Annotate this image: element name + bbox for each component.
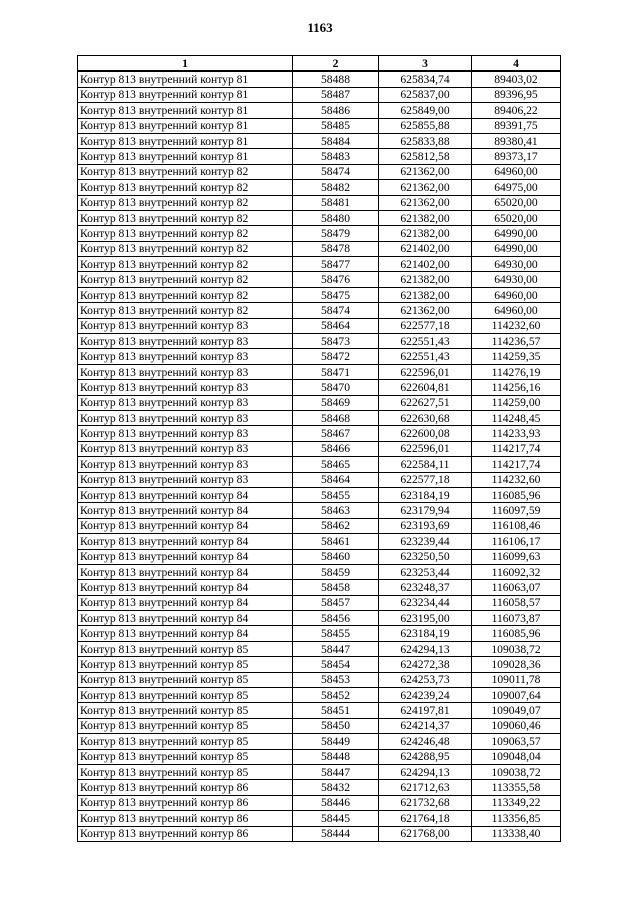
contour-name-cell: Контур 813 внутренний контур 82: [78, 164, 293, 179]
table-row: [78, 118, 561, 133]
table-row: [78, 210, 561, 225]
table-row: [78, 811, 561, 826]
y-coordinate-cell: 116099,63: [472, 549, 561, 564]
table-row: [78, 410, 561, 425]
y-coordinate-cell: 109048,04: [472, 749, 561, 764]
table-row: [78, 795, 561, 810]
contour-name-cell: Контур 813 внутренний контур 81: [78, 71, 293, 87]
contour-name-cell: Контур 813 внутренний контур 83: [78, 380, 293, 395]
contour-name-cell: Контур 813 внутренний контур 82: [78, 257, 293, 272]
table-row: [78, 71, 561, 87]
table-row: [78, 364, 561, 379]
table-row: [78, 641, 561, 656]
table-row: [78, 87, 561, 102]
y-coordinate-cell: 114248,45: [472, 410, 561, 425]
table-row: [78, 441, 561, 456]
point-number-cell: 58480: [293, 210, 379, 225]
table-row: [78, 380, 561, 395]
y-coordinate-cell: 64930,00: [472, 272, 561, 287]
y-coordinate-cell: 116085,96: [472, 626, 561, 641]
y-coordinate-cell: 109049,07: [472, 703, 561, 718]
x-coordinate-cell: 623184,19: [379, 487, 472, 502]
contour-name-cell: Контур 813 внутренний контур 82: [78, 287, 293, 302]
y-coordinate-cell: 113356,85: [472, 811, 561, 826]
y-coordinate-cell: 114256,16: [472, 380, 561, 395]
point-number-cell: 58468: [293, 410, 379, 425]
x-coordinate-cell: 622584,11: [379, 457, 472, 472]
contour-name-cell: Контур 813 внутренний контур 86: [78, 780, 293, 795]
table-row: [78, 657, 561, 672]
x-coordinate-cell: 621382,00: [379, 287, 472, 302]
point-number-cell: 58432: [293, 780, 379, 795]
contour-name-cell: Контур 813 внутренний контур 85: [78, 688, 293, 703]
table-row: [78, 133, 561, 148]
x-coordinate-cell: 621382,00: [379, 210, 472, 225]
x-coordinate-cell: 625855,88: [379, 118, 472, 133]
point-number-cell: 58482: [293, 180, 379, 195]
table-row: [78, 487, 561, 502]
contour-name-cell: Контур 813 внутренний контур 83: [78, 457, 293, 472]
y-coordinate-cell: 116106,17: [472, 534, 561, 549]
x-coordinate-cell: 622600,08: [379, 426, 472, 441]
x-coordinate-cell: 625833,88: [379, 133, 472, 148]
x-coordinate-cell: 622577,18: [379, 318, 472, 333]
contour-name-cell: Контур 813 внутренний контур 86: [78, 826, 293, 841]
y-coordinate-cell: 116097,59: [472, 503, 561, 518]
x-coordinate-cell: 624197,81: [379, 703, 472, 718]
table-row: [78, 103, 561, 118]
contour-name-cell: Контур 813 внутренний контур 84: [78, 611, 293, 626]
contour-name-cell: Контур 813 внутренний контур 82: [78, 195, 293, 210]
contour-name-cell: Контур 813 внутренний контур 82: [78, 210, 293, 225]
table-row: [78, 457, 561, 472]
y-coordinate-cell: 89403,02: [472, 71, 561, 87]
y-coordinate-cell: 114259,35: [472, 349, 561, 364]
point-number-cell: 58461: [293, 534, 379, 549]
y-coordinate-cell: 113338,40: [472, 826, 561, 841]
contour-name-cell: Контур 813 внутренний контур 85: [78, 641, 293, 656]
x-coordinate-cell: 621764,18: [379, 811, 472, 826]
contour-name-cell: Контур 813 внутренний контур 83: [78, 426, 293, 441]
table-row: [78, 272, 561, 287]
x-coordinate-cell: 624253,73: [379, 672, 472, 687]
point-number-cell: 58444: [293, 826, 379, 841]
point-number-cell: 58469: [293, 395, 379, 410]
point-number-cell: 58452: [293, 688, 379, 703]
y-coordinate-cell: 109011,78: [472, 672, 561, 687]
x-coordinate-cell: 623179,94: [379, 503, 472, 518]
point-number-cell: 58488: [293, 71, 379, 87]
table-row: [78, 764, 561, 779]
y-coordinate-cell: 64930,00: [472, 257, 561, 272]
x-coordinate-cell: 623253,44: [379, 564, 472, 579]
point-number-cell: 58487: [293, 87, 379, 102]
x-coordinate-cell: 625834,74: [379, 71, 472, 87]
point-number-cell: 58470: [293, 380, 379, 395]
y-coordinate-cell: 65020,00: [472, 210, 561, 225]
point-number-cell: 58481: [293, 195, 379, 210]
column-header-1: 1: [78, 56, 293, 72]
point-number-cell: 58473: [293, 334, 379, 349]
point-number-cell: 58467: [293, 426, 379, 441]
column-header-4: 4: [472, 56, 561, 72]
y-coordinate-cell: 109028,36: [472, 657, 561, 672]
y-coordinate-cell: 114276,19: [472, 364, 561, 379]
table-header-row: [78, 56, 561, 72]
x-coordinate-cell: 624294,13: [379, 641, 472, 656]
table-row: [78, 303, 561, 318]
contour-name-cell: Контур 813 внутренний контур 84: [78, 580, 293, 595]
point-number-cell: 58457: [293, 595, 379, 610]
x-coordinate-cell: 624272,38: [379, 657, 472, 672]
x-coordinate-cell: 623239,44: [379, 534, 472, 549]
contour-name-cell: Контур 813 внутренний контур 81: [78, 103, 293, 118]
point-number-cell: 58459: [293, 564, 379, 579]
point-number-cell: 58455: [293, 487, 379, 502]
table-row: [78, 518, 561, 533]
y-coordinate-cell: 114217,74: [472, 457, 561, 472]
point-number-cell: 58447: [293, 764, 379, 779]
contour-name-cell: Контур 813 внутренний контур 84: [78, 518, 293, 533]
contour-name-cell: Контур 813 внутренний контур 84: [78, 595, 293, 610]
y-coordinate-cell: 109038,72: [472, 764, 561, 779]
y-coordinate-cell: 116073,87: [472, 611, 561, 626]
contour-name-cell: Контур 813 внутренний контур 86: [78, 795, 293, 810]
coordinates-table: [77, 55, 561, 842]
point-number-cell: 58453: [293, 672, 379, 687]
point-number-cell: 58477: [293, 257, 379, 272]
x-coordinate-cell: 624288,95: [379, 749, 472, 764]
table-row: [78, 549, 561, 564]
x-coordinate-cell: 623234,44: [379, 595, 472, 610]
x-coordinate-cell: 622630,68: [379, 410, 472, 425]
y-coordinate-cell: 109007,64: [472, 688, 561, 703]
y-coordinate-cell: 64960,00: [472, 164, 561, 179]
y-coordinate-cell: 114233,93: [472, 426, 561, 441]
contour-name-cell: Контур 813 внутренний контур 84: [78, 549, 293, 564]
y-coordinate-cell: 65020,00: [472, 195, 561, 210]
contour-name-cell: Контур 813 внутренний контур 85: [78, 703, 293, 718]
table-row: [78, 595, 561, 610]
point-number-cell: 58464: [293, 472, 379, 487]
x-coordinate-cell: 622596,01: [379, 441, 472, 456]
x-coordinate-cell: 621382,00: [379, 272, 472, 287]
point-number-cell: 58476: [293, 272, 379, 287]
x-coordinate-cell: 624294,13: [379, 764, 472, 779]
table-row: [78, 195, 561, 210]
table-row: [78, 826, 561, 841]
point-number-cell: 58478: [293, 241, 379, 256]
contour-name-cell: Контур 813 внутренний контур 83: [78, 318, 293, 333]
point-number-cell: 58456: [293, 611, 379, 626]
x-coordinate-cell: 621362,00: [379, 195, 472, 210]
contour-name-cell: Контур 813 внутренний контур 82: [78, 241, 293, 256]
x-coordinate-cell: 621382,00: [379, 226, 472, 241]
table-body: [78, 71, 561, 841]
contour-name-cell: Контур 813 внутренний контур 81: [78, 133, 293, 148]
x-coordinate-cell: 623193,69: [379, 518, 472, 533]
point-number-cell: 58454: [293, 657, 379, 672]
table-row: [78, 164, 561, 179]
x-coordinate-cell: 622551,43: [379, 334, 472, 349]
table-row: [78, 241, 561, 256]
x-coordinate-cell: 624214,37: [379, 718, 472, 733]
table-row: [78, 703, 561, 718]
point-number-cell: 58471: [293, 364, 379, 379]
y-coordinate-cell: 64960,00: [472, 303, 561, 318]
point-number-cell: 58463: [293, 503, 379, 518]
point-number-cell: 58451: [293, 703, 379, 718]
contour-name-cell: Контур 813 внутренний контур 82: [78, 226, 293, 241]
point-number-cell: 58464: [293, 318, 379, 333]
point-number-cell: 58486: [293, 103, 379, 118]
table-row: [78, 534, 561, 549]
point-number-cell: 58483: [293, 149, 379, 164]
contour-name-cell: Контур 813 внутренний контур 81: [78, 149, 293, 164]
table-row: [78, 672, 561, 687]
y-coordinate-cell: 116108,46: [472, 518, 561, 533]
point-number-cell: 58484: [293, 133, 379, 148]
x-coordinate-cell: 622596,01: [379, 364, 472, 379]
point-number-cell: 58466: [293, 441, 379, 456]
table-row: [78, 149, 561, 164]
table-row: [78, 334, 561, 349]
contour-name-cell: Контур 813 внутренний контур 82: [78, 303, 293, 318]
x-coordinate-cell: 625849,00: [379, 103, 472, 118]
table-row: [78, 349, 561, 364]
contour-name-cell: Контур 813 внутренний контур 84: [78, 534, 293, 549]
y-coordinate-cell: 116058,57: [472, 595, 561, 610]
table-row: [78, 226, 561, 241]
x-coordinate-cell: 622627,51: [379, 395, 472, 410]
table-row: [78, 426, 561, 441]
point-number-cell: 58446: [293, 795, 379, 810]
point-number-cell: 58449: [293, 734, 379, 749]
y-coordinate-cell: 116085,96: [472, 487, 561, 502]
y-coordinate-cell: 89396,95: [472, 87, 561, 102]
y-coordinate-cell: 89373,17: [472, 149, 561, 164]
contour-name-cell: Контур 813 внутренний контур 83: [78, 364, 293, 379]
contour-name-cell: Контур 813 внутренний контур 84: [78, 487, 293, 502]
contour-name-cell: Контур 813 внутренний контур 81: [78, 118, 293, 133]
contour-name-cell: Контур 813 внутренний контур 83: [78, 395, 293, 410]
point-number-cell: 58485: [293, 118, 379, 133]
table-row: [78, 734, 561, 749]
x-coordinate-cell: 624246,48: [379, 734, 472, 749]
y-coordinate-cell: 114217,74: [472, 441, 561, 456]
point-number-cell: 58450: [293, 718, 379, 733]
x-coordinate-cell: 622577,18: [379, 472, 472, 487]
contour-name-cell: Контур 813 внутренний контур 84: [78, 503, 293, 518]
x-coordinate-cell: 623195,00: [379, 611, 472, 626]
table-row: [78, 287, 561, 302]
x-coordinate-cell: 621362,00: [379, 303, 472, 318]
y-coordinate-cell: 109038,72: [472, 641, 561, 656]
contour-name-cell: Контур 813 внутренний контур 85: [78, 749, 293, 764]
y-coordinate-cell: 114259,00: [472, 395, 561, 410]
table-row: [78, 564, 561, 579]
y-coordinate-cell: 116063,07: [472, 580, 561, 595]
y-coordinate-cell: 64960,00: [472, 287, 561, 302]
table-row: [78, 318, 561, 333]
contour-name-cell: Контур 813 внутренний контур 83: [78, 472, 293, 487]
point-number-cell: 58445: [293, 811, 379, 826]
table-row: [78, 180, 561, 195]
contour-name-cell: Контур 813 внутренний контур 83: [78, 410, 293, 425]
contour-name-cell: Контур 813 внутренний контур 84: [78, 626, 293, 641]
table-row: [78, 626, 561, 641]
y-coordinate-cell: 64975,00: [472, 180, 561, 195]
point-number-cell: 58474: [293, 164, 379, 179]
x-coordinate-cell: 621362,00: [379, 180, 472, 195]
contour-name-cell: Контур 813 внутренний контур 85: [78, 734, 293, 749]
table-row: [78, 472, 561, 487]
x-coordinate-cell: 623248,37: [379, 580, 472, 595]
x-coordinate-cell: 621768,00: [379, 826, 472, 841]
y-coordinate-cell: 89380,41: [472, 133, 561, 148]
y-coordinate-cell: 109060,46: [472, 718, 561, 733]
contour-name-cell: Контур 813 внутренний контур 85: [78, 672, 293, 687]
point-number-cell: 58465: [293, 457, 379, 472]
contour-name-cell: Контур 813 внутренний контур 82: [78, 272, 293, 287]
contour-name-cell: Контур 813 внутренний контур 83: [78, 441, 293, 456]
point-number-cell: 58448: [293, 749, 379, 764]
y-coordinate-cell: 64990,00: [472, 226, 561, 241]
page-number: 1163: [307, 20, 333, 35]
contour-name-cell: Контур 813 внутренний контур 85: [78, 657, 293, 672]
y-coordinate-cell: 109063,57: [472, 734, 561, 749]
table-row: [78, 780, 561, 795]
point-number-cell: 58475: [293, 287, 379, 302]
point-number-cell: 58458: [293, 580, 379, 595]
x-coordinate-cell: 621732,68: [379, 795, 472, 810]
table-row: [78, 611, 561, 626]
x-coordinate-cell: 622604,81: [379, 380, 472, 395]
point-number-cell: 58460: [293, 549, 379, 564]
y-coordinate-cell: 114236,57: [472, 334, 561, 349]
table-row: [78, 257, 561, 272]
y-coordinate-cell: 89406,22: [472, 103, 561, 118]
column-header-2: 2: [293, 56, 379, 72]
point-number-cell: 58462: [293, 518, 379, 533]
table-row: [78, 395, 561, 410]
table-row: [78, 718, 561, 733]
contour-name-cell: Контур 813 внутренний контур 83: [78, 334, 293, 349]
x-coordinate-cell: 621402,00: [379, 257, 472, 272]
table-row: [78, 688, 561, 703]
y-coordinate-cell: 89391,75: [472, 118, 561, 133]
point-number-cell: 58447: [293, 641, 379, 656]
x-coordinate-cell: 625837,00: [379, 87, 472, 102]
y-coordinate-cell: 116092,32: [472, 564, 561, 579]
x-coordinate-cell: 625812,58: [379, 149, 472, 164]
contour-name-cell: Контур 813 внутренний контур 81: [78, 87, 293, 102]
table-row: [78, 503, 561, 518]
contour-name-cell: Контур 813 внутренний контур 86: [78, 811, 293, 826]
x-coordinate-cell: 624239,24: [379, 688, 472, 703]
point-number-cell: 58472: [293, 349, 379, 364]
x-coordinate-cell: 623250,50: [379, 549, 472, 564]
table-row: [78, 749, 561, 764]
point-number-cell: 58455: [293, 626, 379, 641]
x-coordinate-cell: 622551,43: [379, 349, 472, 364]
contour-name-cell: Контур 813 внутренний контур 85: [78, 718, 293, 733]
y-coordinate-cell: 113349,22: [472, 795, 561, 810]
y-coordinate-cell: 114232,60: [472, 318, 561, 333]
contour-name-cell: Контур 813 внутренний контур 82: [78, 180, 293, 195]
contour-name-cell: Контур 813 внутренний контур 83: [78, 349, 293, 364]
x-coordinate-cell: 621712,63: [379, 780, 472, 795]
y-coordinate-cell: 64990,00: [472, 241, 561, 256]
y-coordinate-cell: 113355,58: [472, 780, 561, 795]
point-number-cell: 58474: [293, 303, 379, 318]
contour-name-cell: Контур 813 внутренний контур 85: [78, 764, 293, 779]
point-number-cell: 58479: [293, 226, 379, 241]
table-row: [78, 580, 561, 595]
x-coordinate-cell: 621402,00: [379, 241, 472, 256]
x-coordinate-cell: 621362,00: [379, 164, 472, 179]
y-coordinate-cell: 114232,60: [472, 472, 561, 487]
x-coordinate-cell: 623184,19: [379, 626, 472, 641]
contour-name-cell: Контур 813 внутренний контур 84: [78, 564, 293, 579]
column-header-3: 3: [379, 56, 472, 72]
